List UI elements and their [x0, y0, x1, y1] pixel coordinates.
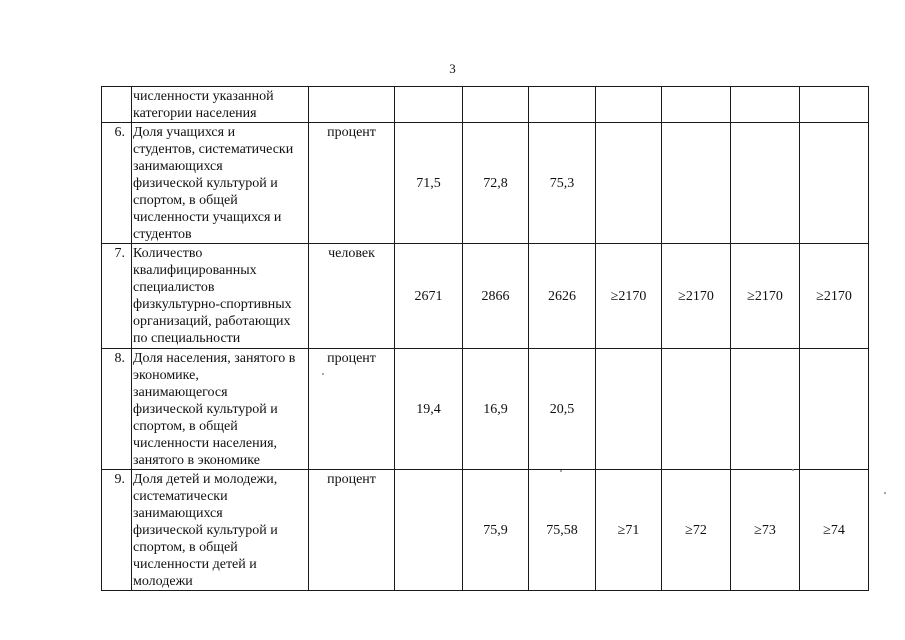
value-cell: ≥74 — [800, 470, 869, 591]
indicator-name-line: физической культурой и — [133, 402, 278, 417]
indicator-name-line: Доля населения, занятого в — [133, 351, 296, 366]
indicator-name-line: численности указанной — [133, 89, 274, 104]
value-cell — [395, 470, 463, 591]
value-cell: ≥2170 — [800, 244, 869, 349]
value-cell: ≥2170 — [662, 244, 731, 349]
value-cell: ≥73 — [731, 470, 800, 591]
indicator-name-cell — [132, 349, 309, 470]
value-cell — [395, 87, 463, 123]
indicator-name-line: Доля учащихся и — [133, 125, 236, 140]
value-cell: 72,8 — [463, 123, 529, 244]
value-cell: 20,5 — [529, 349, 596, 470]
indicator-name-cell — [132, 123, 309, 244]
value-cell — [662, 123, 731, 244]
indicator-name-line: молодежи — [133, 574, 193, 589]
indicator-name-line: Количество — [133, 246, 203, 261]
indicator-name-line: спортом, в общей — [133, 419, 238, 434]
value-cell: 71,5 — [395, 123, 463, 244]
value-cell: 75,3 — [529, 123, 596, 244]
value-cell: 19,4 — [395, 349, 463, 470]
scan-speck — [322, 373, 324, 375]
value-cell — [800, 123, 869, 244]
value-cell — [529, 87, 596, 123]
row-number-cell: 7. — [102, 244, 132, 349]
indicator-name-line: студентов, систематически — [133, 142, 294, 157]
table-row — [102, 244, 869, 349]
indicator-name-line: экономике, — [133, 368, 199, 383]
page-number: 3 — [449, 61, 456, 76]
indicator-name-line: систематически — [133, 489, 228, 504]
value-cell: ≥72 — [662, 470, 731, 591]
value-cell — [596, 349, 662, 470]
indicator-name-line: физической культурой и — [133, 523, 278, 538]
indicator-name-line: занимающихся — [133, 159, 223, 174]
unit-cell: процент — [309, 470, 395, 591]
value-cell — [800, 87, 869, 123]
value-cell: 2626 — [529, 244, 596, 349]
indicator-name-line: численности учащихся и — [133, 210, 282, 225]
scan-speck — [792, 469, 794, 471]
unit-cell: процент — [309, 123, 395, 244]
value-cell — [596, 87, 662, 123]
value-cell — [731, 123, 800, 244]
value-cell: 75,9 — [463, 470, 529, 591]
unit-cell — [309, 87, 395, 123]
indicator-name-line: физкультурно-спортивных — [133, 297, 292, 312]
indicator-name-cell — [132, 87, 309, 123]
scan-speck — [560, 470, 562, 472]
table-body — [102, 87, 869, 591]
indicator-name-line: занимающегося — [133, 385, 228, 400]
indicator-name-line: занятого в экономике — [133, 453, 260, 468]
unit-cell: процент — [309, 349, 395, 470]
indicator-name-cell — [132, 244, 309, 349]
indicator-name-line: физической культурой и — [133, 176, 278, 191]
row-number-cell — [102, 87, 132, 123]
indicator-name-line: численности детей и — [133, 557, 257, 572]
value-cell — [596, 123, 662, 244]
value-cell: ≥2170 — [731, 244, 800, 349]
indicator-name-line: специалистов — [133, 280, 215, 295]
value-cell: 16,9 — [463, 349, 529, 470]
indicator-name-line: спортом, в общей — [133, 540, 238, 555]
indicator-name-line: занимающихся — [133, 506, 223, 521]
value-cell — [731, 87, 800, 123]
value-cell — [662, 349, 731, 470]
indicator-name-cell — [132, 470, 309, 591]
row-number-cell: 9. — [102, 470, 132, 591]
value-cell: 2866 — [463, 244, 529, 349]
value-cell: 75,58 — [529, 470, 596, 591]
indicator-name-line: квалифицированных — [133, 263, 257, 278]
indicator-name-line: организаций, работающих — [133, 314, 291, 329]
table-row — [102, 123, 869, 244]
indicator-name-line: по специальности — [133, 331, 241, 346]
indicator-name-line: студентов — [133, 227, 192, 242]
unit-cell: человек — [309, 244, 395, 349]
table-row — [102, 470, 869, 591]
row-number-cell: 6. — [102, 123, 132, 244]
row-number-cell: 8. — [102, 349, 132, 470]
value-cell — [463, 87, 529, 123]
indicator-name-line: категории населения — [133, 106, 257, 121]
value-cell: 2671 — [395, 244, 463, 349]
table-row — [102, 349, 869, 470]
value-cell — [662, 87, 731, 123]
table-row — [102, 87, 869, 123]
value-cell: ≥71 — [596, 470, 662, 591]
indicator-name-line: численности населения, — [133, 436, 278, 451]
indicator-name-line: Доля детей и молодежи, — [133, 472, 278, 487]
value-cell — [731, 349, 800, 470]
indicators-table — [101, 86, 869, 591]
value-cell: ≥2170 — [596, 244, 662, 349]
scan-speck — [884, 492, 886, 494]
indicator-name-line: спортом, в общей — [133, 193, 238, 208]
value-cell — [800, 349, 869, 470]
